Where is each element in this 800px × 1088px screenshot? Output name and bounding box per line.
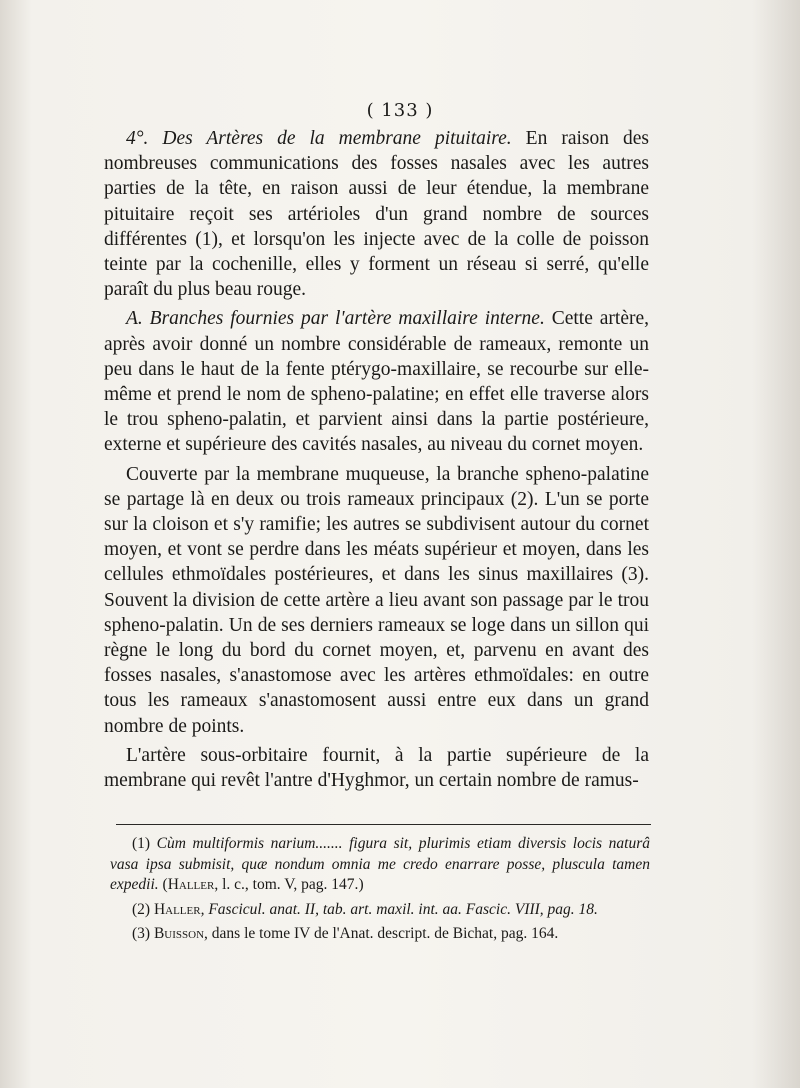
page-number: ( 133 ) [366,100,434,121]
paragraph-text: L'artère sous-orbitaire fournit, à la partie supérieure de la membrane qui revêt l'antre d'Hyghmor, un certain nombre de ramus- [104,744,649,792]
subsection-heading: A. Branches fournies par l'artère maxillaire interne. [126,308,545,330]
paragraph-text: Cette artère, après avoir donné un nombre considérable de rameaux, remonte un peu dans le haut de la fente ptérygo-maxillaire, se recourbe sur elle-même et prend le nom de spheno-palatine; en effet elle traverse alors le trou spheno-palatin, et parvient ainsi dans la partie postérieure, externe et supérieure des cavités nasales, au niveau du cornet moyen. [104,308,649,456]
paragraph-arteries [104,126,649,302]
footnote-reference: , Fascicul. anat. II, tab. art. maxil. int. aa. Fascic. VIII, pag. 18. [200,900,598,918]
footnote-quote: Cùm multiformis narium....... figura sit, plurimis etiam diversis locis naturâ vasa ipsa submisit, quæ nondum omnia me credo enarrare posse, pluscula tamen expedii. [110,835,651,893]
footnote-marker: (3) [132,925,151,942]
section-heading: 4°. Des Artères de la membrane pituitaire. [126,128,512,149]
footnote-author: Haller [167,876,215,893]
footnote-author: Haller [153,900,201,918]
paragraph-text: En raison des nombreuses communications des fosses nasales avec les autres parties de la tête, en raison aussi de leur étendue, la membrane pituitaire reçoit ses artérioles d'un grand nombre de sources différentes (1), et lorsqu'on les injecte avec de la colle de poisson teinte par la cochenille, elles y forment un réseau si serré, qu'elle paraît du plus beau rouge. [104,128,649,301]
main-text [104,126,649,793]
footnote-rule [116,824,651,825]
paragraph-sous-orbitaire [104,743,649,793]
paragraph-spheno-palatine [104,462,649,739]
footnote-marker: (1) [132,835,151,852]
footnotes [110,834,650,949]
footnote-1: (1) Cùm multiformis narium....... figura sit, plurimis etiam diversis locis naturâ vasa ipsa submisit, quæ nondum omnia me credo enarrare posse, pluscula tamen expedii. (Haller, l. c., tom. V, pag. 147.) [110,835,651,893]
footnote-reference: , dans le tome IV de l'Anat. descript. de Bichat, pag. 164. [204,925,559,942]
footnote-reference: , l. c., tom. V, pag. 147. [214,876,359,893]
footnote-3 [110,924,650,945]
paragraph-branches [104,306,649,457]
paragraph-text: Couverte par la membrane muqueuse, la branche spheno-palatine se partage là en deux ou trois rameaux principaux (2). L'un se porte sur la cloison et s'y ramifie; les autres se subdivisent autour du cornet moyen, et vont se perdre dans les méats supérieur et moyen, dans les cellules ethmoïdales postérieures, et dans les sinus maxillaires (3). Souvent la division de cette artère a lieu avant son passage par le trou spheno-palatin. Un de ses derniers rameaux se loge dans un sillon qui règne le long du bord du cornet moyen, et, parvenu en avant des fosses nasales, s'anastomose avec les artères ethmoïdales: en outre tous les rameaux s'anastomosent aussi entre eux dans un grand nombre de points. [104,463,649,737]
footnote-2 [110,900,650,921]
footnote-marker: (2) [132,900,151,918]
footnote-author: Buisson [153,925,205,942]
